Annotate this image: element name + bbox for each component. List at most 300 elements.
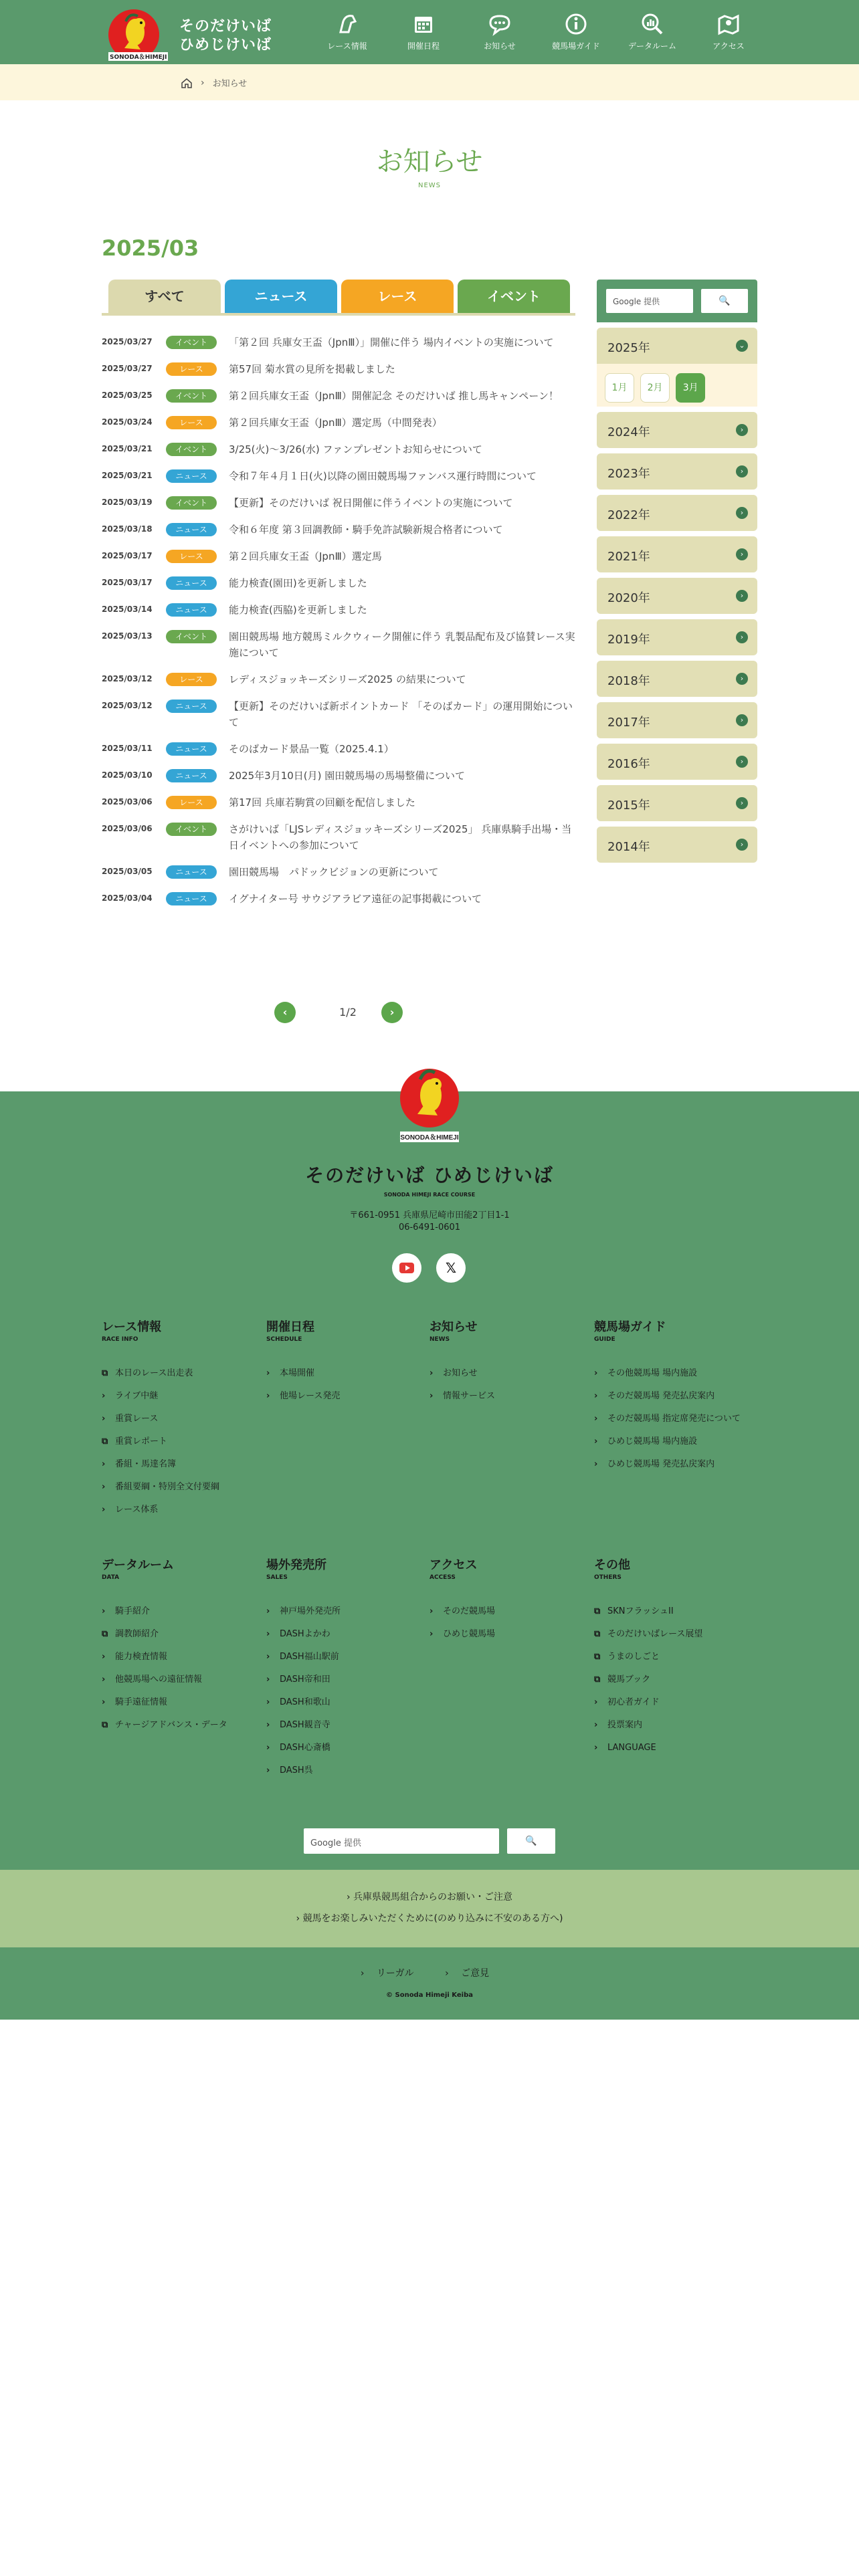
footer-link-label: DASH心斎橋	[280, 1743, 330, 1753]
news-title[interactable]: イグナイター号 サウジアラビア遠征の記事掲載について	[229, 893, 482, 905]
external-window-icon: ⧉	[594, 1629, 601, 1639]
chevron-right-icon: ›	[430, 1606, 434, 1616]
news-title[interactable]: 第２回兵庫女王盃（JpnⅢ）開催記念 そのだけいば 推し馬キャンペーン！	[229, 390, 559, 402]
footer-link[interactable]	[594, 1629, 755, 1652]
footer-link[interactable]	[430, 1606, 590, 1629]
speech-bubble-icon	[488, 12, 512, 36]
page-subtitle: NEWS	[417, 182, 442, 189]
news-category-badge: ニュース	[166, 523, 217, 536]
news-category-badge: ニュース	[166, 576, 217, 590]
footer-column-title: お知らせ	[430, 1320, 478, 1334]
footer-link-label: SKNフラッシュII	[607, 1606, 674, 1616]
chevron-right-icon: ›	[266, 1765, 270, 1776]
chevron-right-icon: ›	[102, 1606, 106, 1616]
news-title[interactable]: 園田競馬場 地方競馬ミルクウィーク開催に伴う 乳製品配布及び協賛レース実施について	[229, 631, 575, 659]
news-date: 2025/03/17	[102, 551, 153, 560]
footer-link-label: 重賞レース	[115, 1414, 159, 1424]
news-category-badge: レース	[166, 796, 217, 809]
news-category-badge: レース	[166, 416, 217, 429]
pagination	[0, 1000, 859, 1025]
year-list	[597, 412, 757, 863]
footer-link[interactable]	[266, 1765, 427, 1788]
home-icon[interactable]	[181, 78, 193, 88]
news-title[interactable]: 令和７年４月１日(火)以降の園田競馬場ファンバス運行時間について	[229, 470, 537, 482]
news-date: 2025/03/24	[102, 417, 153, 427]
chevron-right-icon: ›	[594, 1436, 598, 1446]
news-item[interactable]	[102, 361, 575, 377]
nav-dataroom[interactable]	[614, 12, 690, 51]
footer-link-label: 騎手紹介	[115, 1606, 151, 1616]
footer-column-title: 競馬場ガイド	[594, 1320, 666, 1334]
chevron-right-icon: ›	[266, 1720, 270, 1730]
footer-link-label: チャージアドバンス・データ	[115, 1720, 227, 1730]
footer-link[interactable]	[102, 1505, 262, 1527]
footer-link[interactable]	[594, 1391, 755, 1414]
chevron-right-icon: ›	[102, 1697, 106, 1707]
chevron-right-icon: ›	[736, 756, 748, 768]
news-title[interactable]: 「第２回 兵庫女王盃（JpnⅢ）」開催に伴う 場内イベントの実施について	[229, 336, 554, 348]
nav-access[interactable]	[690, 12, 767, 51]
footer-link[interactable]	[594, 1368, 755, 1391]
x-twitter-icon[interactable]	[436, 1253, 466, 1283]
footer-link[interactable]	[594, 1606, 755, 1629]
month-button-3[interactable]: 3月	[676, 373, 705, 403]
news-category-badge: ニュース	[166, 469, 217, 483]
news-item[interactable]	[102, 741, 575, 757]
external-window-icon: ⧉	[102, 1629, 108, 1639]
year-label: 2025年	[607, 341, 650, 355]
news-category-badge: イベント	[166, 630, 217, 643]
news-item[interactable]	[102, 415, 575, 431]
footer-search-input[interactable]: Google 提供	[304, 1828, 499, 1854]
year-link[interactable]	[597, 619, 757, 655]
footer-link-label: DASH帝和田	[280, 1675, 330, 1685]
footer-link-label: 調教師紹介	[115, 1629, 159, 1639]
footer-search-button[interactable]: 🔍	[507, 1828, 555, 1854]
year-link[interactable]	[597, 453, 757, 490]
news-category-badge: ニュース	[166, 892, 217, 905]
footer-search	[304, 1828, 555, 1854]
footer-link-label: LANGUAGE	[607, 1743, 656, 1753]
footer-column	[266, 1317, 427, 1414]
prev-page-button[interactable]: ‹	[274, 1002, 296, 1023]
chevron-right-icon: ›	[736, 673, 748, 685]
chevron-right-icon: ›	[594, 1368, 598, 1378]
footer-column-subtitle: SALES	[266, 1574, 288, 1581]
chevron-right-icon: ›	[594, 1720, 598, 1730]
news-date: 2025/03/14	[102, 605, 153, 614]
news-title[interactable]: 第17回 兵庫若駒賞の回顧を配信しました	[229, 796, 415, 809]
search-button[interactable]: 🔍	[701, 289, 748, 313]
external-window-icon: ⧉	[594, 1675, 601, 1685]
footer-bottom-links	[0, 1966, 859, 1979]
chevron-right-icon: ›	[266, 1368, 270, 1378]
breadcrumb-current: お知らせ	[212, 79, 248, 89]
footer-link-label: うまのしごと	[607, 1652, 660, 1662]
news-title[interactable]: 能力検査(園田)を更新しました	[229, 577, 367, 589]
footer-link[interactable]	[102, 1459, 262, 1482]
chevron-right-icon: ›	[736, 424, 748, 436]
news-item[interactable]	[102, 794, 575, 811]
footer-link-label: ひめじ競馬場 場内施設	[607, 1436, 698, 1446]
tab-news[interactable]: ニュース	[225, 280, 337, 313]
footer-link[interactable]	[266, 1697, 427, 1720]
footer-link-label: 騎手遠征情報	[115, 1697, 168, 1707]
year-toggle-2025[interactable]	[597, 328, 757, 364]
chevron-right-icon: ›	[736, 548, 748, 560]
footer-link[interactable]	[102, 1414, 262, 1436]
news-date: 2025/03/05	[102, 867, 153, 876]
external-window-icon: ⧉	[594, 1606, 601, 1616]
notice-link[interactable]: › 兵庫県競馬組合からのお願い・ご注意	[346, 1892, 513, 1903]
footer-site-name-en: SONODA HIMEJI RACE COURSE	[383, 1192, 476, 1198]
year-label: 2017年	[607, 716, 650, 730]
news-item[interactable]	[102, 441, 575, 457]
footer-link-label: 他競馬場への遠征情報	[115, 1675, 203, 1685]
svg-text:SONODA＆HIMEJI: SONODA＆HIMEJI	[400, 1134, 459, 1142]
youtube-icon[interactable]	[392, 1253, 421, 1283]
logo-subtitle: SONODA＆HIMEJI	[108, 52, 168, 61]
news-category-badge: ニュース	[166, 700, 217, 713]
news-category-badge: イベント	[166, 389, 217, 403]
footer-link[interactable]	[102, 1652, 262, 1675]
news-title[interactable]: 園田競馬場 パドックビジョンの更新について	[229, 866, 439, 878]
chevron-right-icon: ›	[594, 1697, 598, 1707]
notice-link-label: 競馬をお楽しみいただくために(のめり込みに不安のある方へ)	[302, 1913, 563, 1924]
footer-link[interactable]	[266, 1629, 427, 1652]
footer-link[interactable]	[266, 1368, 427, 1391]
nav-label: データルーム	[628, 41, 676, 51]
footer-link[interactable]	[594, 1675, 755, 1697]
footer-column	[266, 1555, 427, 1788]
footer-link[interactable]	[594, 1720, 755, 1743]
breadcrumb	[0, 64, 859, 100]
footer-link-label: DASHよかわ	[280, 1629, 330, 1639]
footer-column-title: その他	[594, 1558, 630, 1572]
nav-label: お知らせ	[484, 41, 516, 51]
footer-link-label: そのだ競馬場 発売払戻案内	[607, 1391, 715, 1401]
news-date: 2025/03/06	[102, 824, 153, 833]
year-link[interactable]	[597, 744, 757, 780]
footer-column-title: 開催日程	[266, 1320, 314, 1334]
notice-link[interactable]: › 競馬をお楽しみいただくために(のめり込みに不安のある方へ)	[296, 1913, 563, 1924]
news-title[interactable]: 能力検査(西脇)を更新しました	[229, 604, 367, 616]
nav-label: 開催日程	[407, 41, 440, 51]
news-title[interactable]: 3/25(火)〜3/26(水) ファンプレゼントお知らせについて	[229, 443, 482, 455]
news-item[interactable]	[102, 671, 575, 687]
footer-link-label: その他競馬場 場内施設	[607, 1368, 698, 1378]
footer-link[interactable]	[594, 1743, 755, 1765]
year-link[interactable]	[597, 827, 757, 863]
chevron-right-icon: ›	[266, 1743, 270, 1753]
footer-link[interactable]	[266, 1720, 427, 1743]
year-label: 2022年	[607, 508, 650, 522]
x-icon-glyph: 𝕏	[445, 1260, 457, 1276]
news-date: 2025/03/21	[102, 471, 153, 480]
footer-address: 〒661-0951 兵庫県尼崎市田能2丁目1-1	[349, 1210, 510, 1220]
footer-link[interactable]	[594, 1652, 755, 1675]
footer-link-label: DASH和歌山	[280, 1697, 330, 1707]
year-link[interactable]	[597, 495, 757, 531]
nav-label: アクセス	[712, 41, 745, 51]
footer-column-subtitle: RACE INFO	[102, 1336, 138, 1343]
month-button-2[interactable]: 2月	[640, 373, 670, 403]
year-link[interactable]	[597, 412, 757, 448]
footer-link-label: 他場レース発売	[280, 1391, 341, 1401]
footer-link-label: DASH福山駅前	[280, 1652, 339, 1662]
footer-link[interactable]	[266, 1391, 427, 1414]
chevron-right-icon: ›	[266, 1675, 270, 1685]
chevron-right-icon: ›	[102, 1652, 106, 1662]
news-item[interactable]	[102, 864, 575, 880]
footer-column-subtitle: NEWS	[430, 1336, 450, 1343]
news-category-badge: ニュース	[166, 742, 217, 756]
chevron-down-icon: ⌄	[736, 340, 748, 352]
footer-link-label: 本日のレース出走表	[115, 1368, 193, 1378]
category-tabs	[102, 280, 575, 316]
news-title[interactable]: さがけいば「LJSレディスジョッキーズシリーズ2025」 兵庫県騎手出場・当日イベントへの参加について	[229, 823, 572, 851]
year-label: 2016年	[607, 757, 650, 771]
chevron-right-icon: ›	[201, 77, 205, 88]
site-logo[interactable]	[106, 5, 273, 62]
year-link[interactable]	[597, 785, 757, 821]
month-list	[597, 364, 757, 407]
news-title[interactable]: レディスジョッキーズシリーズ2025 の結果について	[229, 673, 466, 685]
footer-link[interactable]	[102, 1720, 262, 1743]
year-label: 2020年	[607, 591, 650, 605]
chevron-right-icon: ›	[736, 631, 748, 643]
horse-head-icon	[335, 12, 359, 36]
year-link[interactable]	[597, 578, 757, 614]
footer-link-label: 神戸場外発売所	[280, 1606, 341, 1616]
news-date: 2025/03/27	[102, 337, 153, 346]
footer-link[interactable]	[266, 1743, 427, 1765]
footer-link[interactable]	[430, 1391, 590, 1414]
footer-link-label: レース体系	[115, 1505, 159, 1515]
footer-link[interactable]	[102, 1606, 262, 1629]
chevron-right-icon: ›	[266, 1697, 270, 1707]
news-item[interactable]	[102, 468, 575, 484]
footer-column-subtitle: DATA	[102, 1574, 120, 1581]
nav-guide[interactable]	[538, 12, 614, 51]
year-label: 2021年	[607, 550, 650, 564]
footer-site-name: そのだけいば ひめじけいば	[305, 1164, 554, 1186]
news-category-badge: ニュース	[166, 865, 217, 879]
site-header	[0, 0, 859, 64]
news-date: 2025/03/13	[102, 631, 153, 641]
logo-line-himeji: ひめじけいば	[179, 37, 272, 53]
news-date: 2025/03/18	[102, 524, 153, 534]
chevron-right-icon: ›	[102, 1414, 106, 1424]
chevron-right-icon: ›	[594, 1459, 598, 1469]
footer-link-label: ライブ中継	[115, 1391, 159, 1401]
nav-race-info[interactable]	[309, 12, 385, 51]
external-window-icon: ⧉	[102, 1368, 108, 1378]
news-item[interactable]	[102, 522, 575, 538]
feedback-link-label: ご意見	[461, 1968, 490, 1979]
news-item[interactable]	[102, 334, 575, 350]
news-date: 2025/03/27	[102, 364, 153, 373]
news-category-badge: ニュース	[166, 603, 217, 617]
footer-column-subtitle: ACCESS	[430, 1574, 456, 1581]
year-link[interactable]	[597, 661, 757, 697]
footer-link-label: ひめじ競馬場	[443, 1629, 496, 1639]
footer-column	[102, 1555, 262, 1743]
news-category-badge: イベント	[166, 823, 217, 836]
chevron-right-icon: ›	[430, 1368, 434, 1378]
news-item[interactable]	[102, 495, 575, 511]
footer-column-title: データルーム	[102, 1558, 174, 1572]
footer-link-label: 競馬ブック	[607, 1675, 651, 1685]
news-item[interactable]	[102, 821, 575, 853]
footer-link-label: 初心者ガイド	[607, 1697, 660, 1707]
footer-link[interactable]	[430, 1368, 590, 1391]
chevron-right-icon: ›	[430, 1629, 434, 1639]
next-page-button[interactable]: ›	[381, 1002, 403, 1023]
footer-column	[102, 1317, 262, 1527]
archive-sidebar	[597, 280, 757, 863]
footer-link-label: DASH観音寺	[280, 1720, 330, 1730]
footer-link[interactable]	[102, 1391, 262, 1414]
news-category-badge: イベント	[166, 336, 217, 349]
news-date: 2025/03/21	[102, 444, 153, 453]
news-title[interactable]: 2025年3月10日(月) 園田競馬場の馬場整備について	[229, 770, 465, 782]
news-date: 2025/03/04	[102, 893, 153, 903]
footer-column-subtitle: SCHEDULE	[266, 1336, 302, 1343]
footer-link[interactable]	[102, 1368, 262, 1391]
chevron-right-icon: ›	[736, 839, 748, 851]
year-link[interactable]	[597, 536, 757, 572]
news-item[interactable]	[102, 548, 575, 564]
news-list	[102, 334, 575, 918]
external-window-icon: ⧉	[102, 1720, 108, 1730]
news-title[interactable]: 令和６年度 第３回調教師・騎手免許試験新規合格者について	[229, 524, 503, 536]
footer-link[interactable]	[102, 1675, 262, 1697]
external-window-icon: ⧉	[102, 1436, 108, 1446]
footer-link[interactable]	[266, 1652, 427, 1675]
info-icon	[564, 12, 588, 36]
footer-tel: 06-6491-0601	[398, 1222, 461, 1232]
footer-column-title: 場外発売所	[266, 1558, 326, 1572]
footer-link-label: お知らせ	[443, 1368, 478, 1378]
legal-link-label: リーガル	[376, 1968, 414, 1979]
news-item[interactable]	[102, 388, 575, 404]
chevron-right-icon: ›	[736, 465, 748, 477]
chevron-right-icon: ›	[266, 1652, 270, 1662]
footer-column-title: レース情報	[102, 1320, 162, 1334]
copyright: © Sonoda Himeji Keiba	[386, 1992, 473, 1999]
month-heading: 2025/03	[102, 235, 199, 261]
chevron-right-icon: ›	[102, 1459, 106, 1469]
news-category-badge: レース	[166, 673, 217, 686]
footer-link-label: 情報サービス	[443, 1391, 496, 1401]
year-link[interactable]	[597, 702, 757, 738]
footer-link[interactable]	[102, 1697, 262, 1720]
news-date: 2025/03/19	[102, 498, 153, 507]
footer-link[interactable]	[594, 1414, 755, 1436]
footer-link[interactable]	[102, 1436, 262, 1459]
footer-link-label: 番組・馬達名簿	[115, 1459, 177, 1469]
news-item[interactable]	[102, 891, 575, 907]
footer-link[interactable]	[430, 1629, 590, 1652]
news-title[interactable]: 第２回兵庫女王盃（JpnⅢ）選定馬	[229, 550, 382, 562]
footer-link[interactable]	[266, 1675, 427, 1697]
tab-event[interactable]: イベント	[458, 280, 570, 313]
news-date: 2025/03/12	[102, 674, 153, 683]
logo-line-sonoda: そのだけいば	[179, 18, 272, 35]
year-label: 2024年	[607, 425, 650, 439]
footer-link[interactable]	[594, 1459, 755, 1482]
news-date: 2025/03/12	[102, 701, 153, 710]
footer-link[interactable]	[102, 1629, 262, 1652]
sidebar-search	[597, 280, 757, 322]
footer-link[interactable]	[594, 1697, 755, 1720]
footer-link-label: 投票案内	[607, 1720, 643, 1730]
main-nav	[309, 12, 767, 51]
chevron-right-icon: ›	[736, 590, 748, 602]
tab-all[interactable]: すべて	[108, 280, 221, 313]
search-input[interactable]: Google 提供	[606, 289, 693, 313]
map-pin-icon	[717, 12, 741, 36]
footer-column	[430, 1555, 590, 1652]
chevron-right-icon: ›	[736, 797, 748, 809]
chevron-right-icon: ›	[266, 1606, 270, 1616]
nav-news[interactable]	[462, 12, 538, 51]
calendar-icon	[411, 12, 436, 36]
chevron-right-icon: ›	[736, 507, 748, 519]
legal-link[interactable]: › リーガル	[360, 1968, 414, 1979]
news-item[interactable]	[102, 768, 575, 784]
news-title[interactable]: 第２回兵庫女王盃（JpnⅢ）選定馬（中間発表）	[229, 417, 442, 429]
news-category-badge: イベント	[166, 443, 217, 456]
year-label: 2018年	[607, 674, 650, 688]
footer-link[interactable]	[266, 1606, 427, 1629]
chevron-right-icon: ›	[594, 1391, 598, 1401]
news-item[interactable]	[102, 629, 575, 661]
news-date: 2025/03/06	[102, 797, 153, 807]
news-item[interactable]	[102, 602, 575, 618]
news-title[interactable]: 【更新】そのだけいば新ポイントカード 「そのばカード」の運用開始について	[229, 700, 573, 728]
feedback-link[interactable]: › ご意見	[445, 1968, 490, 1979]
news-category-badge: ニュース	[166, 769, 217, 782]
chevron-right-icon: ›	[594, 1743, 598, 1753]
footer-link-label: ひめじ競馬場 発売払戻案内	[607, 1459, 715, 1469]
news-title[interactable]: そのばカード景品一覧（2025.4.1）	[229, 743, 394, 755]
news-date: 2025/03/17	[102, 578, 153, 587]
nav-schedule[interactable]	[385, 12, 462, 51]
footer-link[interactable]	[594, 1436, 755, 1459]
news-title[interactable]: 第57回 菊水賞の見所を掲載しました	[229, 363, 395, 375]
footer-notice-band	[0, 1870, 859, 1947]
footer-link[interactable]	[102, 1482, 262, 1505]
footer-link-label: 本場開催	[280, 1368, 315, 1378]
news-date: 2025/03/25	[102, 391, 153, 400]
news-item[interactable]	[102, 698, 575, 730]
chevron-right-icon: ›	[102, 1482, 106, 1492]
news-item[interactable]	[102, 575, 575, 591]
chevron-right-icon: ›	[102, 1391, 106, 1401]
chevron-right-icon: ›	[430, 1391, 434, 1401]
footer-column-title: アクセス	[430, 1558, 478, 1572]
news-title[interactable]: 【更新】そのだけいば 祝日開催に伴うイベントの実施について	[229, 497, 513, 509]
news-category-badge: レース	[166, 550, 217, 563]
year-label: 2014年	[607, 840, 650, 854]
news-date: 2025/03/11	[102, 744, 153, 753]
month-button-1[interactable]: 1月	[605, 373, 634, 403]
footer-column-subtitle: OTHERS	[594, 1574, 622, 1581]
footer-column	[594, 1555, 755, 1765]
tab-race[interactable]: レース	[341, 280, 454, 313]
